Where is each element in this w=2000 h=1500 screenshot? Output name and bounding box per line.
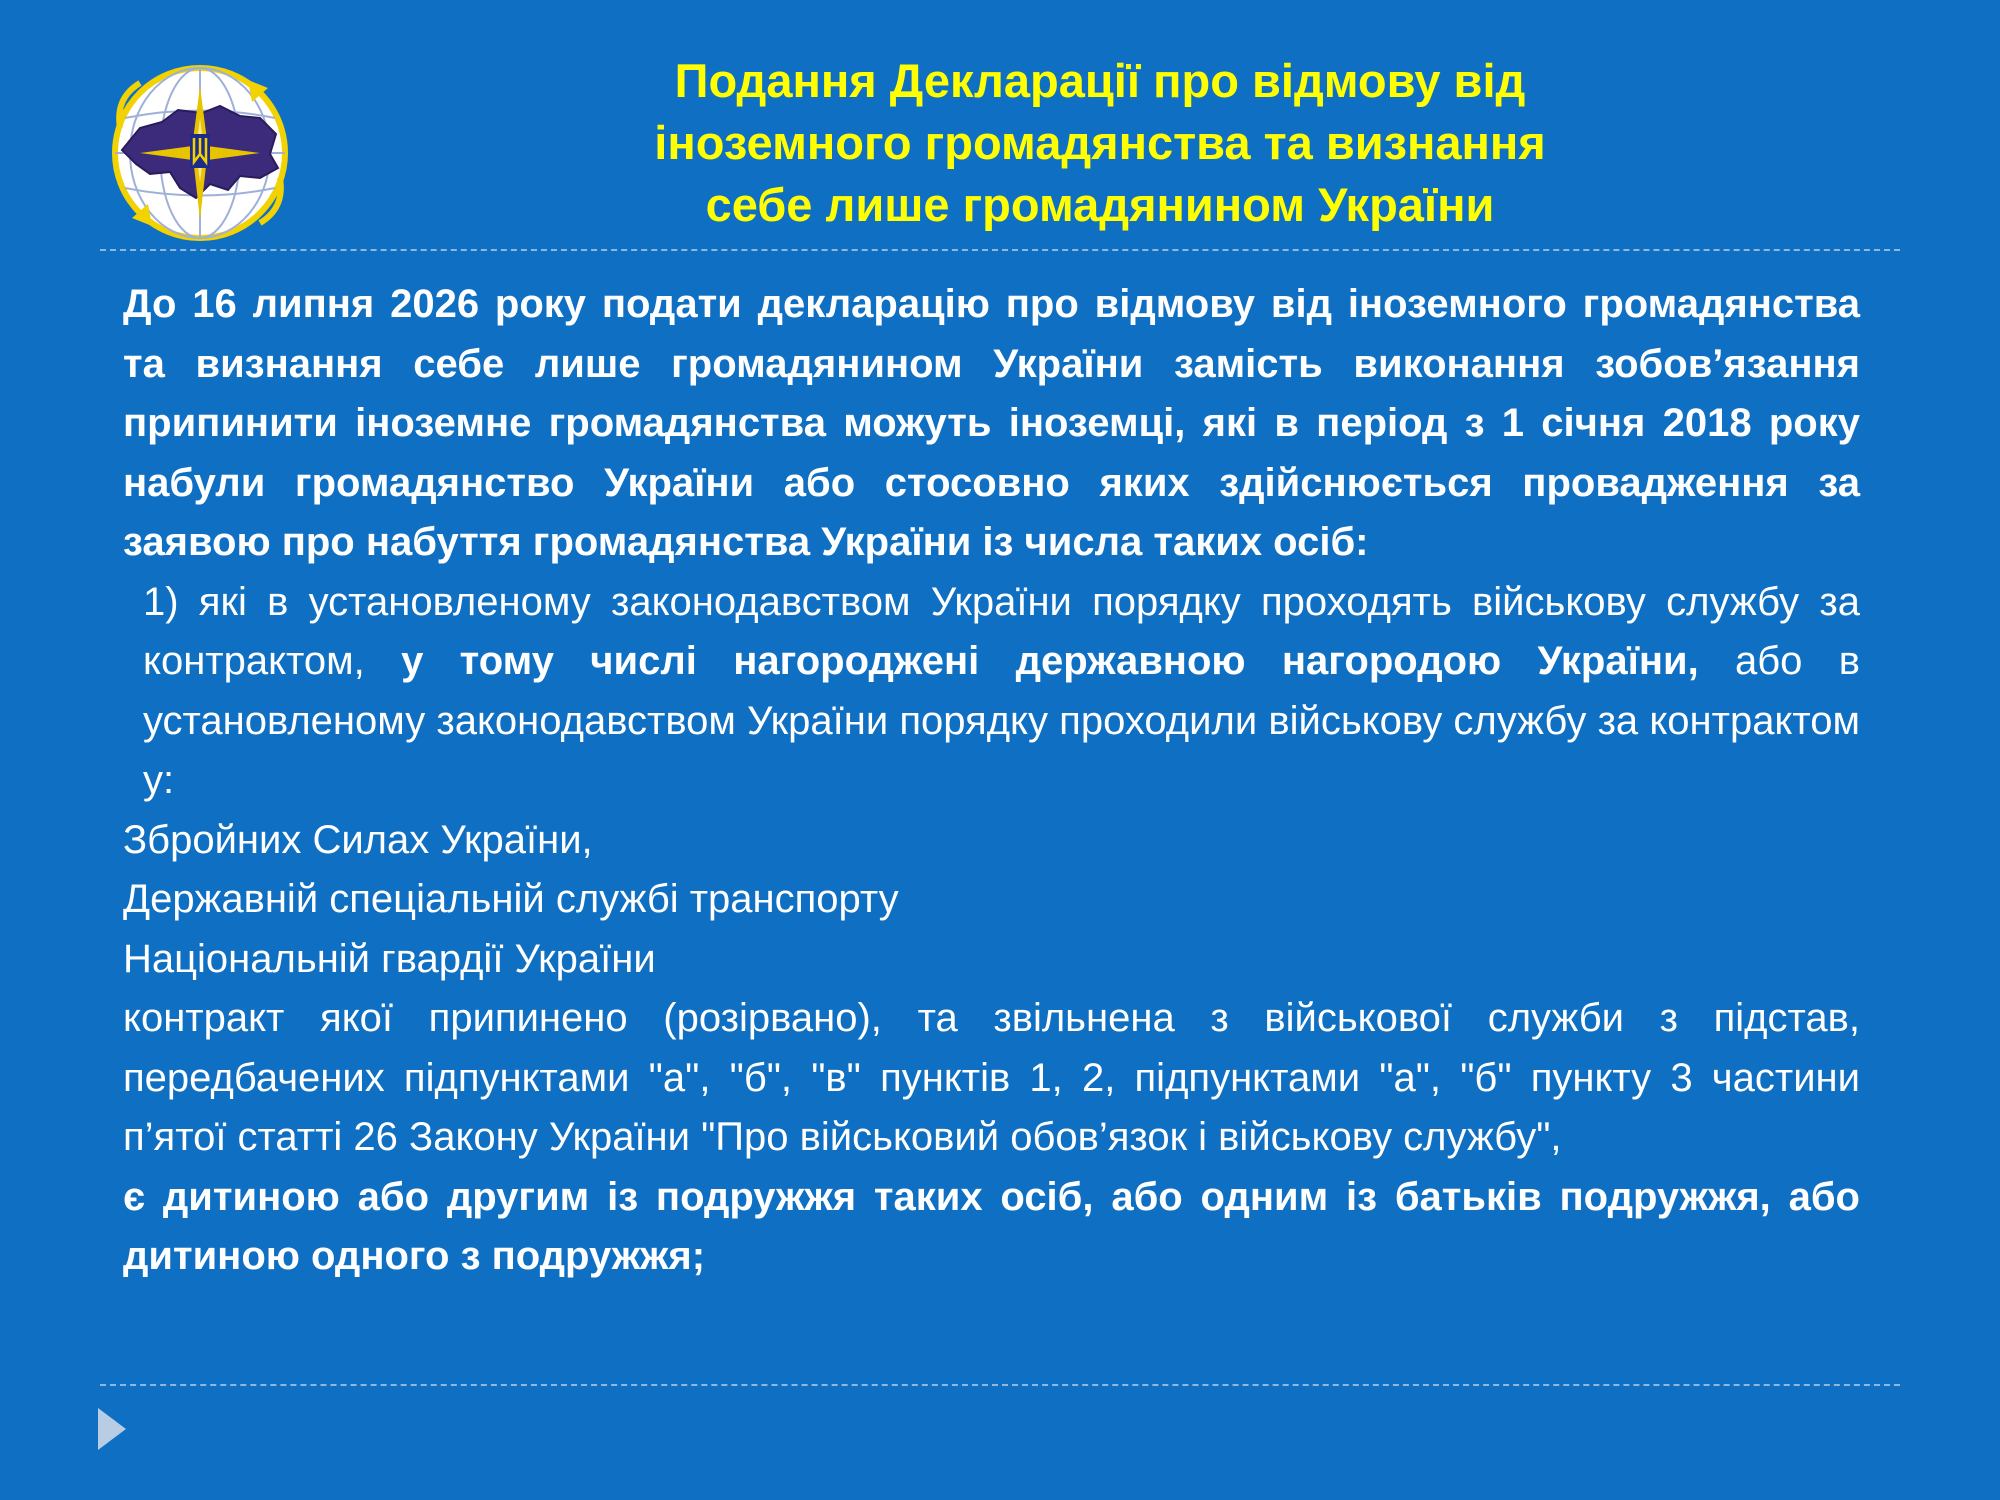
org-armed-forces: Збройних Силах України, bbox=[123, 817, 593, 862]
state-migration-service-logo bbox=[100, 58, 300, 248]
slide-title-line-1: Подання Декларації про відмову від bbox=[674, 54, 1526, 107]
top-divider bbox=[100, 249, 1900, 251]
family-paragraph: є дитиною або другим із подружжя таких осіб, або одним із батьків подружжя, або дитиною одного з подружжя; bbox=[123, 1174, 1860, 1278]
item-1-end: або в установленому законодавством України порядку проходили військову службу за контрактом у: bbox=[143, 639, 1860, 802]
emblem-icon bbox=[100, 58, 300, 248]
org-transport-service: Державній спеціальній службі транспорту bbox=[123, 877, 899, 921]
intro-paragraph: До 16 липня 2026 року подати декларацію про відмову від іноземного громадянства та визнання себе лише громадянином України замість виконання зобов’язання припинити іноземне громадянства можуть іноземці, які в період з 1 січня 2018 року набули громадянство України або стосовно яких здійснюється провадження за заявою про набуття громадянства України із числа таких осіб: bbox=[123, 282, 1860, 564]
item-1-paragraph bbox=[123, 573, 1860, 811]
slide-body bbox=[123, 275, 1860, 1287]
item-1-start: 1) які в установленому законодавством України порядку проходять військову службу за контрактом, bbox=[143, 579, 1860, 683]
slide-title-line-3: себе лише громадянином України bbox=[705, 178, 1495, 231]
item-1-bold: у тому числі нагороджені державною нагородою України, bbox=[401, 639, 1699, 683]
play-triangle-icon[interactable] bbox=[98, 1408, 126, 1450]
org-national-guard: Національній гвардії України bbox=[123, 936, 656, 981]
bottom-divider bbox=[100, 1384, 1900, 1386]
slide-title-line-2: іноземного громадянства та визнання bbox=[654, 116, 1546, 169]
contract-paragraph: контракт якої припинено (розірвано), та звільнена з військової служби з підстав, передбачених підпунктами "а", "б", "в" пунктів 1, 2, підпунктами "а", "б" пункту 3 частини п’ятої статті 26 Закону України "Про військовий обов’язок і військову службу", bbox=[123, 996, 1860, 1159]
slide-title bbox=[440, 50, 1760, 236]
